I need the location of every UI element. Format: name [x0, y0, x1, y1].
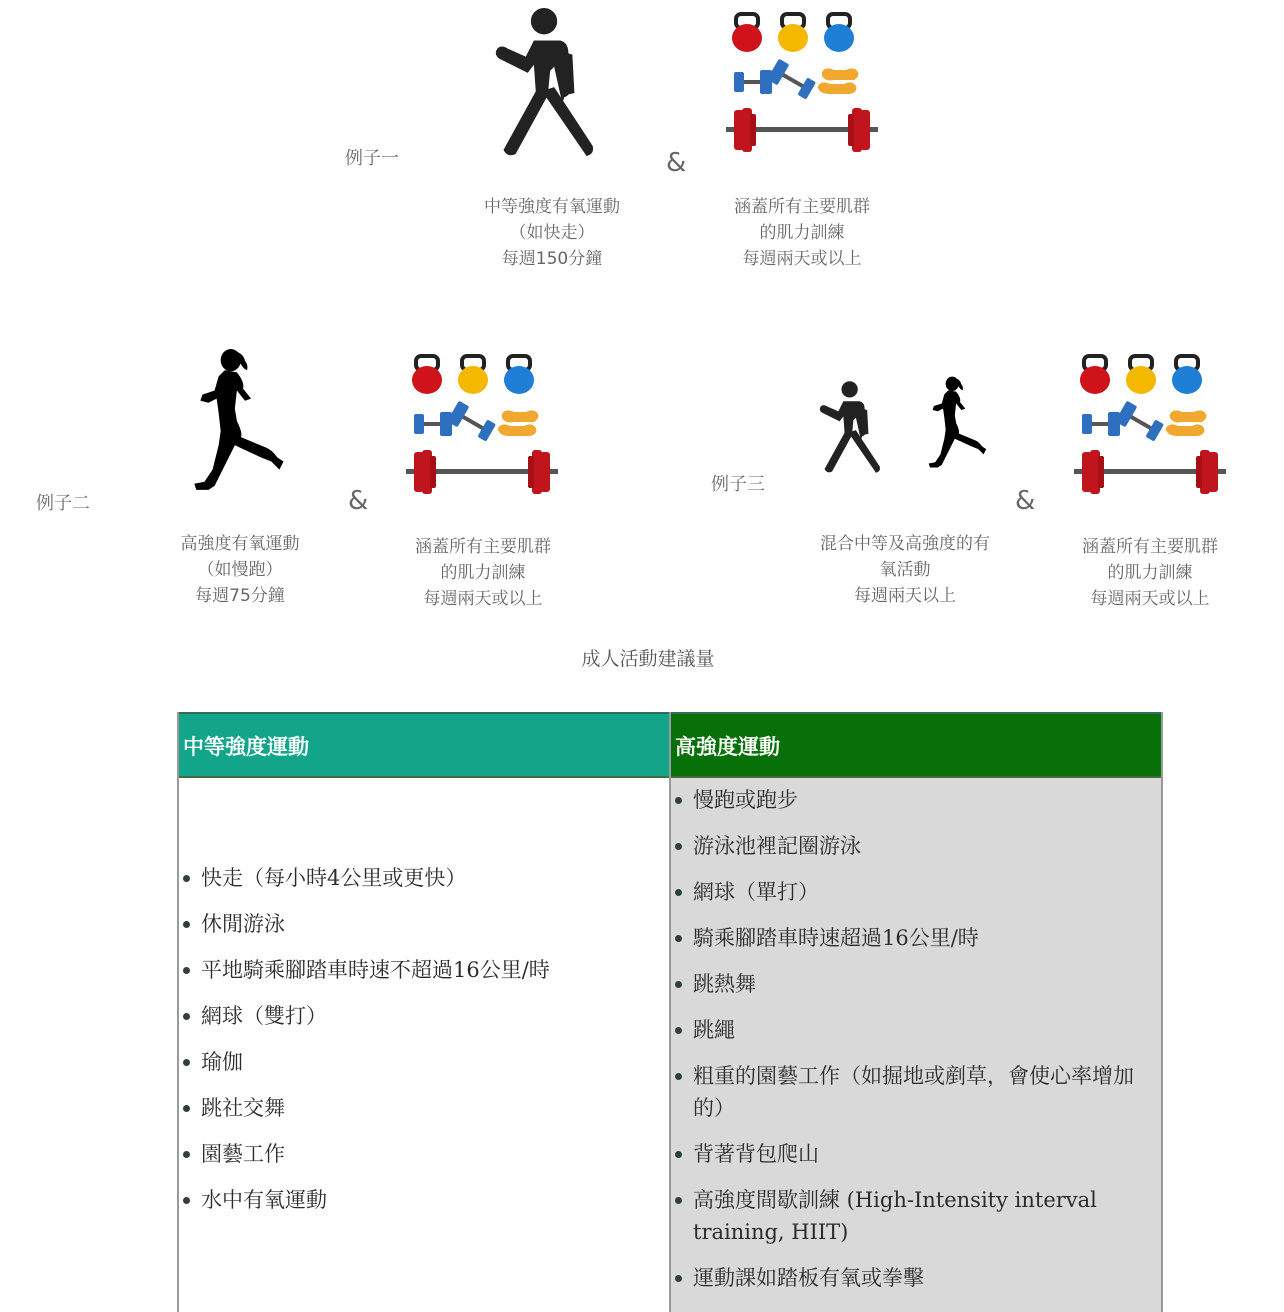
list-item: 跳熱舞 — [671, 968, 1155, 1000]
running-woman-icon — [926, 376, 998, 474]
running-woman-icon — [190, 348, 302, 500]
vigorous-activity-list — [671, 784, 1157, 1308]
weights-equipment-icon — [402, 352, 562, 502]
example-three-strength-caption: 涵蓋所有主要肌群 的肌力訓練 每週兩天或以上 — [1082, 537, 1218, 609]
vigorous-header: 高強度運動 — [671, 712, 1161, 778]
list-item: 網球（單打） — [671, 876, 1155, 908]
list-item: 游泳池裡記圈游泳 — [671, 830, 1155, 862]
list-item: 園藝工作 — [179, 1138, 659, 1170]
weights-equipment-icon — [1070, 352, 1230, 502]
walking-person-icon — [814, 380, 884, 474]
ampersand: & — [1015, 486, 1036, 516]
list-item: 跳社交舞 — [179, 1092, 659, 1124]
list-item: 平地騎乘腳踏車時速不超過16公里/時 — [179, 954, 659, 986]
activity-intensity-table — [177, 712, 1163, 1312]
moderate-header: 中等強度運動 — [179, 712, 669, 778]
weights-equipment-icon — [722, 10, 882, 160]
figure-title: 成人活動建議量 — [581, 648, 715, 670]
list-item: 瑜伽 — [179, 1046, 659, 1078]
moderate-column — [177, 712, 669, 1312]
example-two-aerobic-caption: 高強度有氧運動 （如慢跑） 每週75分鐘 — [180, 534, 300, 606]
example-one-aerobic-caption: 中等強度有氧運動 （如快走） 每週150分鐘 — [484, 197, 620, 269]
example-two-label: 例子二 — [36, 493, 90, 514]
list-item: 快走（每小時4公里或更快） — [179, 862, 659, 894]
vigorous-column — [669, 712, 1163, 1312]
ampersand: & — [348, 486, 369, 516]
list-item: 背著背包爬山 — [671, 1138, 1155, 1170]
example-one-strength-caption: 涵蓋所有主要肌群 的肌力訓練 每週兩天或以上 — [734, 197, 870, 269]
list-item: 運動課如踏板有氧或拳擊 — [671, 1262, 1155, 1294]
example-two-strength-caption: 涵蓋所有主要肌群 的肌力訓練 每週兩天或以上 — [415, 537, 551, 609]
list-item: 慢跑或跑步 — [671, 784, 1155, 816]
list-item: 粗重的園藝工作（如掘地或剷草，會使心率增加的） — [671, 1060, 1155, 1124]
list-item: 跳繩 — [671, 1014, 1155, 1046]
list-item: 休閒游泳 — [179, 908, 659, 940]
walking-person-icon — [487, 6, 599, 158]
list-item: 騎乘腳踏車時速超過16公里/時 — [671, 922, 1155, 954]
ampersand: & — [666, 148, 687, 178]
moderate-activity-list — [179, 862, 659, 1230]
list-item: 高強度間歇訓練 (High-Intensity interval training, HIIT) — [671, 1184, 1155, 1248]
list-item: 網球（雙打） — [179, 1000, 659, 1032]
example-three-aerobic-caption: 混合中等及高強度的有 氧活動 每週兩天以上 — [820, 534, 990, 606]
list-item: 水中有氧運動 — [179, 1184, 659, 1216]
example-three-label: 例子三 — [711, 474, 765, 495]
example-one-label: 例子一 — [345, 148, 399, 169]
